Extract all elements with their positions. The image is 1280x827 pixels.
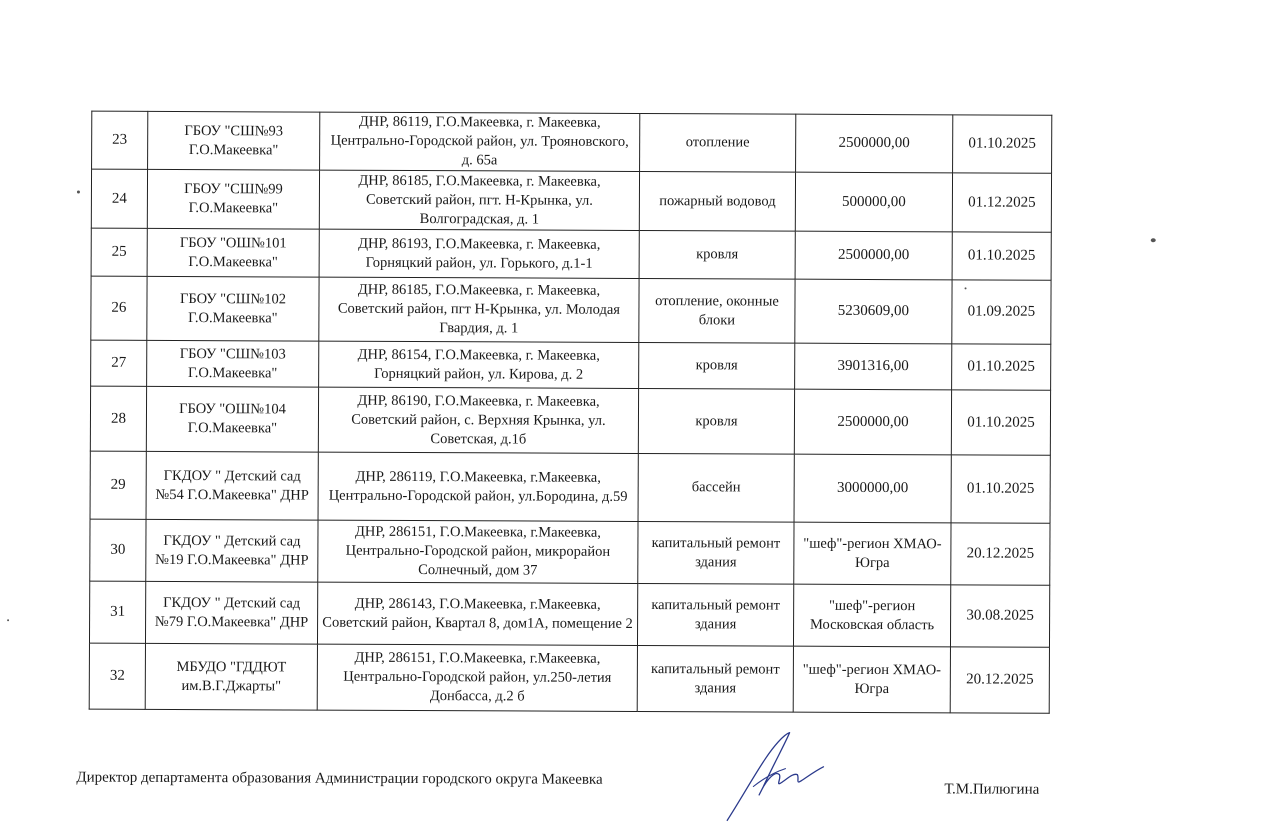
work-type-cell: капитальный ремонт здания: [638, 521, 794, 584]
table-row: [89, 643, 1049, 713]
scan-speck: [965, 287, 967, 289]
row-number: 31: [89, 581, 145, 643]
amount-cell: "шеф"-регион ХМАО-Югра: [793, 646, 950, 713]
address-cell: ДНР, 86190, Г.О.Макеевка, г. Макеевка, Советский район, с. Верхняя Крынка, ул. Советская, д.1б: [318, 387, 638, 453]
address-cell: ДНР, 86193, Г.О.Макеевка, г. Макеевка, Горняцкий район, ул. Горького, д.1-1: [319, 229, 639, 278]
organization-cell: ГБОУ "ОШ№104 Г.О.Макеевка": [146, 386, 318, 452]
organization-cell: ГБОУ "СШ№103 Г.О.Макеевка": [147, 340, 319, 387]
address-cell: ДНР, 286151, Г.О.Макеевка, г.Макеевка, Центрально-Городской район, ул.250-летия Донбасса, д.2 б: [317, 644, 637, 711]
date-cell: 01.12.2025: [952, 173, 1051, 232]
row-number: 25: [91, 228, 147, 276]
scan-speck: [1151, 238, 1156, 242]
amount-cell: 500000,00: [795, 172, 952, 232]
amount-cell: "шеф"-регион ХМАО-Югра: [794, 522, 951, 585]
signatory-name: Т.М.Пилюгина: [944, 781, 1040, 798]
row-number: 27: [91, 340, 147, 386]
work-type-cell: кровля: [639, 230, 795, 279]
row-number: 28: [90, 386, 146, 451]
row-number: 29: [90, 451, 146, 519]
address-cell: ДНР, 86119, Г.О.Макеевка, г. Макеевка, Центрально-Городской район, ул. Трояновского, д. 65а: [320, 112, 640, 171]
table-row: [92, 111, 1052, 173]
row-number: 24: [91, 169, 147, 228]
organization-cell: ГБОУ "СШ№99 Г.О.Макеевка": [147, 169, 319, 229]
address-cell: ДНР, 86185, Г.О.Макеевка, г. Макеевка, Советский район, пгт Н-Крынка, ул. Молодая Гвардия, д. 1: [319, 277, 639, 342]
row-number: 23: [92, 111, 148, 169]
date-cell: 20.12.2025: [950, 647, 1049, 713]
row-number: 30: [90, 519, 146, 581]
table-row: [91, 228, 1051, 280]
work-type-cell: бассейн: [638, 453, 794, 522]
signatory-position: Директор департамента образования Администрации городского округа Макеевка: [76, 769, 603, 788]
date-cell: 01.10.2025: [952, 344, 1051, 390]
amount-cell: 3000000,00: [794, 454, 951, 523]
row-number: 26: [91, 276, 147, 340]
address-cell: ДНР, 286151, Г.О.Макеевка, г.Макеевка, Центрально-Городской район, микрорайон Солнечный, дом 37: [318, 520, 638, 583]
work-type-cell: капитальный ремонт здания: [637, 645, 793, 712]
table-row: [90, 386, 1050, 455]
table-row: [90, 451, 1050, 523]
organization-cell: ГКДОУ " Детский сад №54 Г.О.Макеевка" ДНР: [146, 451, 318, 520]
work-type-cell: кровля: [638, 388, 794, 454]
amount-cell: 3901316,00: [795, 343, 952, 390]
organization-cell: ГБОУ "СШ№102 Г.О.Макеевка": [147, 276, 319, 341]
table-row: [90, 519, 1050, 585]
amount-cell: 5230609,00: [795, 279, 952, 344]
organization-cell: МБУДО "ГДДЮТ им.В.Г.Джарты": [145, 643, 317, 710]
organization-cell: ГБОУ "ОШ№101 Г.О.Макеевка": [147, 228, 319, 277]
address-cell: ДНР, 286119, Г.О.Макеевка, г.Макеевка, Центрально-Городской район, ул.Бородина, д.59: [318, 452, 638, 521]
work-type-cell: капитальный ремонт здания: [637, 583, 793, 646]
date-cell: 01.10.2025: [951, 455, 1050, 523]
date-cell: 01.10.2025: [952, 232, 1051, 280]
work-type-cell: отопление: [640, 113, 796, 172]
organization-cell: ГБОУ "СШ№93 Г.О.Макеевка": [148, 111, 320, 170]
table-row: [89, 581, 1049, 647]
scan-speck: [7, 619, 9, 621]
amount-cell: 2500000,00: [796, 114, 953, 173]
table-row: [91, 340, 1051, 390]
date-cell: 20.12.2025: [951, 523, 1050, 585]
organization-cell: ГКДОУ " Детский сад №19 Г.О.Макеевка" ДНР: [146, 519, 318, 582]
address-cell: ДНР, 286143, Г.О.Макеевка, г.Макеевка, Советский район, Квартал 8, дом1А, помещение 2: [317, 582, 637, 645]
address-cell: ДНР, 86185, Г.О.Макеевка, г. Макеевка, Советский район, пгт. Н-Крынка, ул. Волгоградская, д. 1: [319, 170, 639, 230]
work-type-cell: кровля: [639, 342, 795, 389]
table-row: [91, 169, 1051, 232]
table-row: [91, 276, 1051, 344]
renovation-table: [89, 111, 1053, 714]
handwritten-signature: [723, 728, 833, 824]
amount-cell: 2500000,00: [794, 389, 951, 455]
date-cell: 01.10.2025: [953, 115, 1052, 173]
date-cell: 01.10.2025: [951, 390, 1050, 455]
date-cell: 01.09.2025: [952, 280, 1051, 344]
row-number: 32: [89, 643, 145, 709]
amount-cell: 2500000,00: [795, 231, 952, 280]
address-cell: ДНР, 86154, Г.О.Макеевка, г. Макеевка, Горняцкий район, ул. Кирова, д. 2: [319, 341, 639, 388]
scan-speck: [77, 191, 80, 194]
work-type-cell: пожарный водовод: [639, 171, 795, 231]
organization-cell: ГКДОУ " Детский сад №79 Г.О.Макеевка" ДНР: [145, 581, 317, 644]
amount-cell: "шеф"-регион Московская область: [793, 584, 950, 647]
work-type-cell: отопление, оконные блоки: [639, 278, 795, 343]
date-cell: 30.08.2025: [950, 585, 1049, 647]
